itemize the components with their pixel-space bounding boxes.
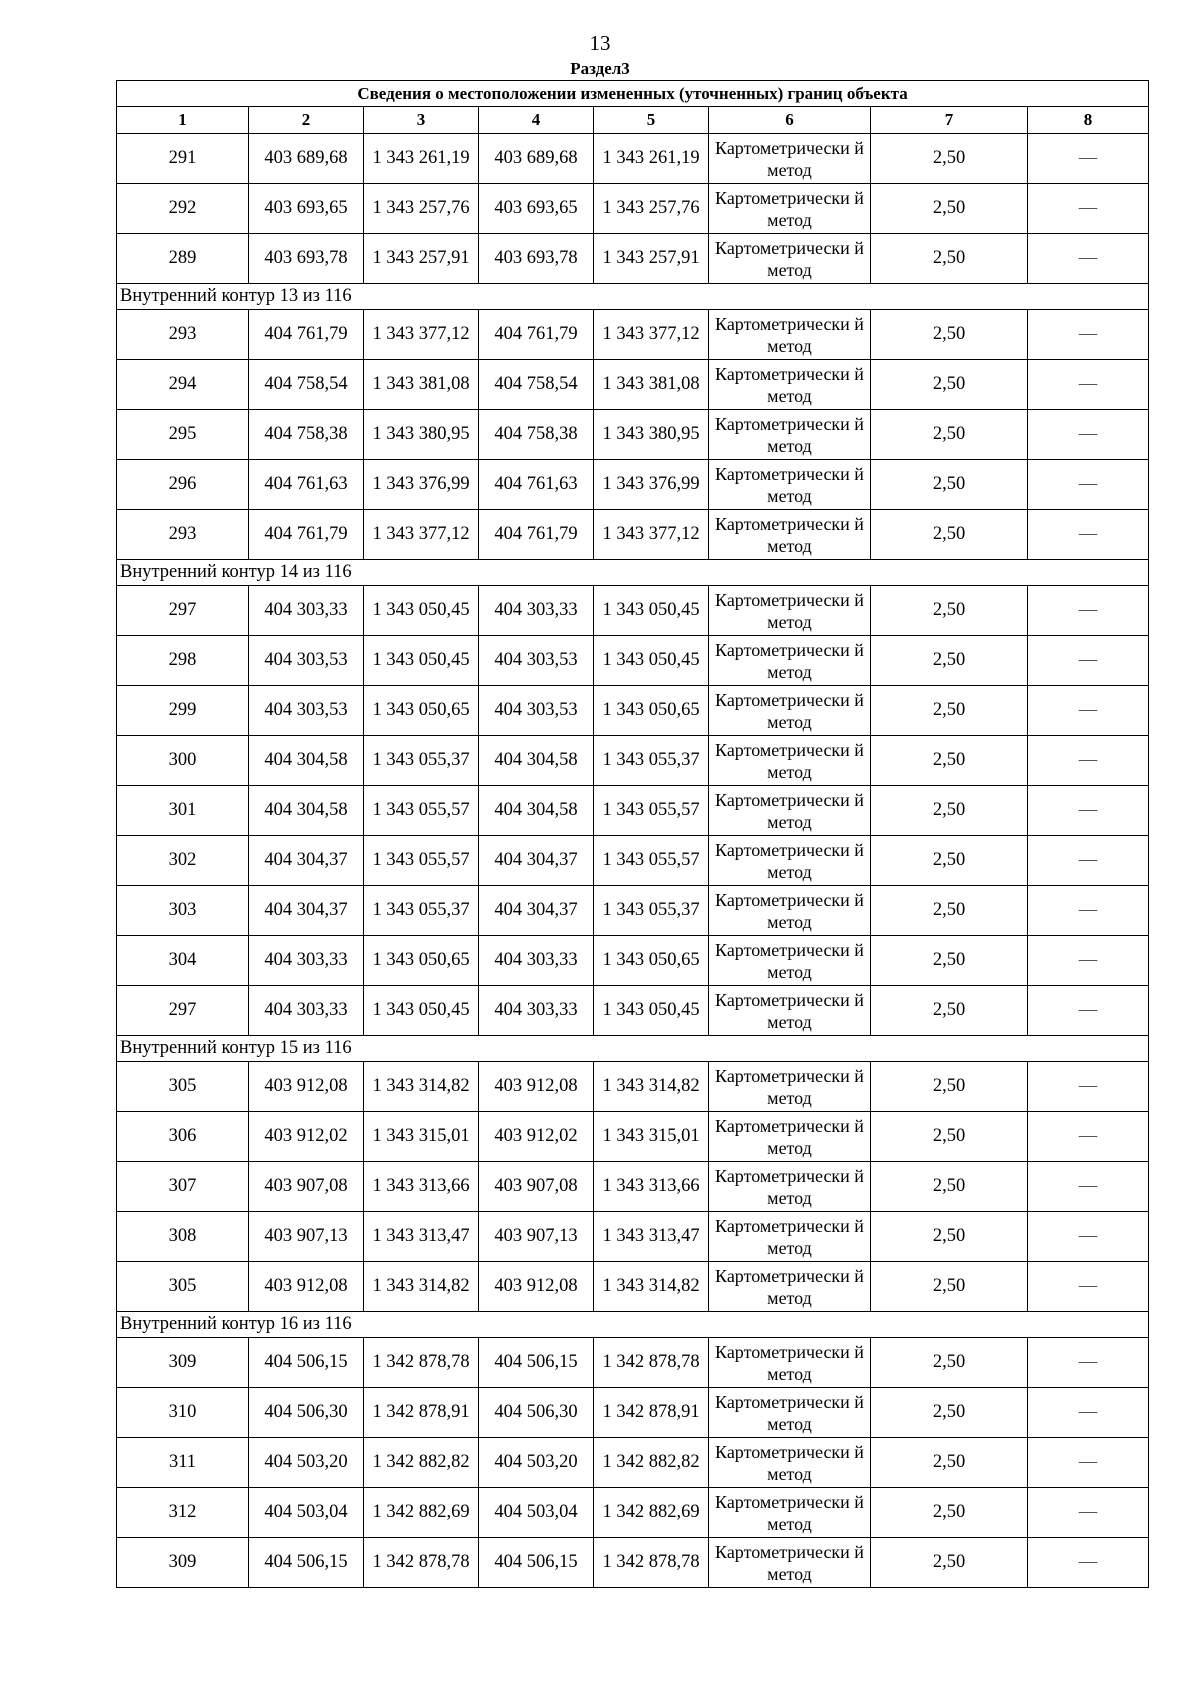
table-row bbox=[117, 936, 1149, 986]
x-new-cell: 403 907,08 bbox=[479, 1162, 594, 1212]
method-cell: Картометрически й метод bbox=[709, 936, 871, 986]
accuracy-cell: 2,50 bbox=[871, 1262, 1028, 1312]
note-cell: — bbox=[1028, 1212, 1149, 1262]
x-old-cell: 404 758,54 bbox=[249, 360, 364, 410]
method-cell: Картометрически й метод bbox=[709, 1212, 871, 1262]
x-new-cell: 403 689,68 bbox=[479, 134, 594, 184]
y-new-cell: 1 343 055,37 bbox=[594, 736, 709, 786]
x-new-cell: 404 304,58 bbox=[479, 736, 594, 786]
note-cell: — bbox=[1028, 1262, 1149, 1312]
x-old-cell: 403 907,08 bbox=[249, 1162, 364, 1212]
y-old-cell: 1 342 882,82 bbox=[364, 1438, 479, 1488]
table-row bbox=[117, 786, 1149, 836]
y-old-cell: 1 343 055,37 bbox=[364, 886, 479, 936]
point-number-cell: 305 bbox=[117, 1062, 249, 1112]
y-new-cell: 1 342 878,78 bbox=[594, 1538, 709, 1588]
section-title: Раздел3 bbox=[570, 59, 630, 78]
x-new-cell: 404 303,33 bbox=[479, 936, 594, 986]
x-new-cell: 404 506,15 bbox=[479, 1338, 594, 1388]
accuracy-cell: 2,50 bbox=[871, 410, 1028, 460]
note-cell: — bbox=[1028, 736, 1149, 786]
accuracy-cell: 2,50 bbox=[871, 736, 1028, 786]
accuracy-cell: 2,50 bbox=[871, 1112, 1028, 1162]
y-new-cell: 1 343 050,65 bbox=[594, 936, 709, 986]
y-new-cell: 1 343 376,99 bbox=[594, 460, 709, 510]
y-old-cell: 1 342 878,78 bbox=[364, 1338, 479, 1388]
y-new-cell: 1 343 313,47 bbox=[594, 1212, 709, 1262]
x-old-cell: 403 689,68 bbox=[249, 134, 364, 184]
x-new-cell: 404 304,37 bbox=[479, 836, 594, 886]
table-row bbox=[117, 686, 1149, 736]
method-cell: Картометрически й метод bbox=[709, 184, 871, 234]
table-row bbox=[117, 1262, 1149, 1312]
column-number: 4 bbox=[479, 107, 594, 134]
x-old-cell: 404 303,33 bbox=[249, 936, 364, 986]
y-new-cell: 1 342 878,91 bbox=[594, 1388, 709, 1438]
method-cell: Картометрически й метод bbox=[709, 786, 871, 836]
accuracy-cell: 2,50 bbox=[871, 836, 1028, 886]
accuracy-cell: 2,50 bbox=[871, 1538, 1028, 1588]
point-number-cell: 289 bbox=[117, 234, 249, 284]
y-new-cell: 1 343 055,37 bbox=[594, 886, 709, 936]
y-new-cell: 1 343 055,57 bbox=[594, 786, 709, 836]
table-row bbox=[117, 460, 1149, 510]
method-cell: Картометрически й метод bbox=[709, 134, 871, 184]
note-cell: — bbox=[1028, 636, 1149, 686]
note-cell: — bbox=[1028, 1488, 1149, 1538]
column-number-row bbox=[117, 107, 1149, 134]
note-cell: — bbox=[1028, 686, 1149, 736]
point-number-cell: 311 bbox=[117, 1438, 249, 1488]
point-number-cell: 305 bbox=[117, 1262, 249, 1312]
y-new-cell: 1 343 313,66 bbox=[594, 1162, 709, 1212]
accuracy-cell: 2,50 bbox=[871, 184, 1028, 234]
y-old-cell: 1 343 314,82 bbox=[364, 1262, 479, 1312]
method-cell: Картометрически й метод bbox=[709, 586, 871, 636]
point-number-cell: 310 bbox=[117, 1388, 249, 1438]
x-old-cell: 403 693,65 bbox=[249, 184, 364, 234]
table-row bbox=[117, 410, 1149, 460]
x-new-cell: 404 761,79 bbox=[479, 510, 594, 560]
y-old-cell: 1 343 313,66 bbox=[364, 1162, 479, 1212]
x-old-cell: 404 506,15 bbox=[249, 1538, 364, 1588]
table-row bbox=[117, 134, 1149, 184]
method-cell: Картометрически й метод bbox=[709, 1262, 871, 1312]
table-row bbox=[117, 1212, 1149, 1262]
note-cell: — bbox=[1028, 134, 1149, 184]
contour-heading-row bbox=[117, 1036, 1149, 1062]
x-old-cell: 404 304,58 bbox=[249, 736, 364, 786]
table-row bbox=[117, 1338, 1149, 1388]
x-old-cell: 404 304,37 bbox=[249, 886, 364, 936]
method-cell: Картометрически й метод bbox=[709, 1062, 871, 1112]
column-number: 2 bbox=[249, 107, 364, 134]
point-number-cell: 294 bbox=[117, 360, 249, 410]
note-cell: — bbox=[1028, 1438, 1149, 1488]
table-row bbox=[117, 986, 1149, 1036]
note-cell: — bbox=[1028, 460, 1149, 510]
y-old-cell: 1 342 878,91 bbox=[364, 1388, 479, 1438]
point-number-cell: 295 bbox=[117, 410, 249, 460]
accuracy-cell: 2,50 bbox=[871, 1338, 1028, 1388]
table-body bbox=[117, 134, 1149, 1588]
accuracy-cell: 2,50 bbox=[871, 1212, 1028, 1262]
y-old-cell: 1 343 314,82 bbox=[364, 1062, 479, 1112]
method-cell: Картометрически й метод bbox=[709, 836, 871, 886]
column-number: 3 bbox=[364, 107, 479, 134]
y-old-cell: 1 343 377,12 bbox=[364, 310, 479, 360]
y-old-cell: 1 343 050,45 bbox=[364, 986, 479, 1036]
method-cell: Картометрически й метод bbox=[709, 1438, 871, 1488]
accuracy-cell: 2,50 bbox=[871, 886, 1028, 936]
table-row bbox=[117, 736, 1149, 786]
contour-heading-row bbox=[117, 284, 1149, 310]
x-new-cell: 404 758,54 bbox=[479, 360, 594, 410]
y-new-cell: 1 343 257,76 bbox=[594, 184, 709, 234]
x-new-cell: 403 693,78 bbox=[479, 234, 594, 284]
y-old-cell: 1 343 313,47 bbox=[364, 1212, 479, 1262]
y-old-cell: 1 343 050,45 bbox=[364, 586, 479, 636]
method-cell: Картометрически й метод bbox=[709, 1338, 871, 1388]
note-cell: — bbox=[1028, 510, 1149, 560]
point-number-cell: 296 bbox=[117, 460, 249, 510]
table-row bbox=[117, 1162, 1149, 1212]
method-cell: Картометрически й метод bbox=[709, 736, 871, 786]
y-new-cell: 1 343 050,45 bbox=[594, 586, 709, 636]
accuracy-cell: 2,50 bbox=[871, 510, 1028, 560]
table-row bbox=[117, 234, 1149, 284]
y-old-cell: 1 343 055,57 bbox=[364, 786, 479, 836]
x-old-cell: 403 912,08 bbox=[249, 1262, 364, 1312]
point-number-cell: 306 bbox=[117, 1112, 249, 1162]
x-old-cell: 404 303,33 bbox=[249, 586, 364, 636]
y-old-cell: 1 343 050,65 bbox=[364, 686, 479, 736]
x-new-cell: 404 303,33 bbox=[479, 986, 594, 1036]
accuracy-cell: 2,50 bbox=[871, 986, 1028, 1036]
point-number-cell: 303 bbox=[117, 886, 249, 936]
note-cell: — bbox=[1028, 1112, 1149, 1162]
x-new-cell: 404 503,04 bbox=[479, 1488, 594, 1538]
y-old-cell: 1 343 050,65 bbox=[364, 936, 479, 986]
y-old-cell: 1 343 381,08 bbox=[364, 360, 479, 410]
method-cell: Картометрически й метод bbox=[709, 886, 871, 936]
column-number: 6 bbox=[709, 107, 871, 134]
accuracy-cell: 2,50 bbox=[871, 936, 1028, 986]
note-cell: — bbox=[1028, 836, 1149, 886]
x-new-cell: 404 761,63 bbox=[479, 460, 594, 510]
y-new-cell: 1 343 050,45 bbox=[594, 636, 709, 686]
accuracy-cell: 2,50 bbox=[871, 636, 1028, 686]
note-cell: — bbox=[1028, 1538, 1149, 1588]
y-new-cell: 1 343 261,19 bbox=[594, 134, 709, 184]
accuracy-cell: 2,50 bbox=[871, 460, 1028, 510]
x-old-cell: 404 503,20 bbox=[249, 1438, 364, 1488]
y-new-cell: 1 343 314,82 bbox=[594, 1262, 709, 1312]
contour-label: Внутренний контур 16 из 116 bbox=[117, 1312, 1149, 1338]
y-old-cell: 1 342 878,78 bbox=[364, 1538, 479, 1588]
accuracy-cell: 2,50 bbox=[871, 1438, 1028, 1488]
accuracy-cell: 2,50 bbox=[871, 1388, 1028, 1438]
note-cell: — bbox=[1028, 360, 1149, 410]
y-old-cell: 1 343 055,57 bbox=[364, 836, 479, 886]
contour-label: Внутренний контур 13 из 116 bbox=[117, 284, 1149, 310]
table-row bbox=[117, 586, 1149, 636]
table-row bbox=[117, 1538, 1149, 1588]
x-old-cell: 404 303,53 bbox=[249, 636, 364, 686]
x-old-cell: 403 912,08 bbox=[249, 1062, 364, 1112]
y-old-cell: 1 343 257,76 bbox=[364, 184, 479, 234]
column-number: 8 bbox=[1028, 107, 1149, 134]
accuracy-cell: 2,50 bbox=[871, 1062, 1028, 1112]
x-new-cell: 404 304,58 bbox=[479, 786, 594, 836]
table-row bbox=[117, 310, 1149, 360]
method-cell: Картометрически й метод bbox=[709, 1162, 871, 1212]
y-new-cell: 1 343 050,45 bbox=[594, 986, 709, 1036]
x-new-cell: 404 303,53 bbox=[479, 686, 594, 736]
y-old-cell: 1 343 055,37 bbox=[364, 736, 479, 786]
x-new-cell: 404 761,79 bbox=[479, 310, 594, 360]
contour-heading-row bbox=[117, 1312, 1149, 1338]
table-row bbox=[117, 1062, 1149, 1112]
column-number: 1 bbox=[117, 107, 249, 134]
x-old-cell: 403 907,13 bbox=[249, 1212, 364, 1262]
method-cell: Картометрически й метод bbox=[709, 310, 871, 360]
y-old-cell: 1 343 257,91 bbox=[364, 234, 479, 284]
contour-label: Внутренний контур 14 из 116 bbox=[117, 560, 1149, 586]
y-new-cell: 1 343 314,82 bbox=[594, 1062, 709, 1112]
x-new-cell: 404 303,33 bbox=[479, 586, 594, 636]
note-cell: — bbox=[1028, 410, 1149, 460]
x-old-cell: 403 912,02 bbox=[249, 1112, 364, 1162]
table-row bbox=[117, 510, 1149, 560]
point-number-cell: 291 bbox=[117, 134, 249, 184]
note-cell: — bbox=[1028, 1388, 1149, 1438]
y-old-cell: 1 343 261,19 bbox=[364, 134, 479, 184]
x-old-cell: 404 761,79 bbox=[249, 510, 364, 560]
x-old-cell: 404 303,53 bbox=[249, 686, 364, 736]
note-cell: — bbox=[1028, 986, 1149, 1036]
column-number: 5 bbox=[594, 107, 709, 134]
method-cell: Картометрически й метод bbox=[709, 1538, 871, 1588]
x-old-cell: 404 304,58 bbox=[249, 786, 364, 836]
point-number-cell: 300 bbox=[117, 736, 249, 786]
y-new-cell: 1 342 878,78 bbox=[594, 1338, 709, 1388]
y-old-cell: 1 343 050,45 bbox=[364, 636, 479, 686]
method-cell: Картометрически й метод bbox=[709, 234, 871, 284]
point-number-cell: 293 bbox=[117, 510, 249, 560]
note-cell: — bbox=[1028, 786, 1149, 836]
method-cell: Картометрически й метод bbox=[709, 360, 871, 410]
x-old-cell: 404 506,30 bbox=[249, 1388, 364, 1438]
contour-heading-row bbox=[117, 560, 1149, 586]
y-old-cell: 1 342 882,69 bbox=[364, 1488, 479, 1538]
point-number-cell: 298 bbox=[117, 636, 249, 686]
point-number-cell: 292 bbox=[117, 184, 249, 234]
accuracy-cell: 2,50 bbox=[871, 234, 1028, 284]
point-number-cell: 304 bbox=[117, 936, 249, 986]
y-new-cell: 1 343 380,95 bbox=[594, 410, 709, 460]
x-old-cell: 404 761,63 bbox=[249, 460, 364, 510]
y-new-cell: 1 343 055,57 bbox=[594, 836, 709, 886]
point-number-cell: 299 bbox=[117, 686, 249, 736]
point-number-cell: 309 bbox=[117, 1538, 249, 1588]
x-old-cell: 403 693,78 bbox=[249, 234, 364, 284]
note-cell: — bbox=[1028, 310, 1149, 360]
table-caption: Сведения о местоположении измененных (уточненных) границ объекта bbox=[117, 81, 1149, 107]
point-number-cell: 312 bbox=[117, 1488, 249, 1538]
x-old-cell: 404 304,37 bbox=[249, 836, 364, 886]
accuracy-cell: 2,50 bbox=[871, 1488, 1028, 1538]
y-new-cell: 1 343 381,08 bbox=[594, 360, 709, 410]
method-cell: Картометрически й метод bbox=[709, 986, 871, 1036]
method-cell: Картометрически й метод bbox=[709, 686, 871, 736]
note-cell: — bbox=[1028, 886, 1149, 936]
note-cell: — bbox=[1028, 586, 1149, 636]
note-cell: — bbox=[1028, 1062, 1149, 1112]
point-number-cell: 301 bbox=[117, 786, 249, 836]
table-row bbox=[117, 1488, 1149, 1538]
x-old-cell: 404 761,79 bbox=[249, 310, 364, 360]
note-cell: — bbox=[1028, 1162, 1149, 1212]
y-old-cell: 1 343 315,01 bbox=[364, 1112, 479, 1162]
y-new-cell: 1 343 377,12 bbox=[594, 310, 709, 360]
coordinates-table bbox=[116, 80, 1149, 1588]
x-old-cell: 404 503,04 bbox=[249, 1488, 364, 1538]
method-cell: Картометрически й метод bbox=[709, 460, 871, 510]
point-number-cell: 297 bbox=[117, 986, 249, 1036]
x-new-cell: 404 503,20 bbox=[479, 1438, 594, 1488]
table-row bbox=[117, 636, 1149, 686]
table-row bbox=[117, 360, 1149, 410]
accuracy-cell: 2,50 bbox=[871, 310, 1028, 360]
x-new-cell: 403 912,08 bbox=[479, 1062, 594, 1112]
x-new-cell: 404 506,15 bbox=[479, 1538, 594, 1588]
x-new-cell: 404 506,30 bbox=[479, 1388, 594, 1438]
x-old-cell: 404 758,38 bbox=[249, 410, 364, 460]
y-old-cell: 1 343 380,95 bbox=[364, 410, 479, 460]
point-number-cell: 307 bbox=[117, 1162, 249, 1212]
method-cell: Картометрически й метод bbox=[709, 510, 871, 560]
note-cell: — bbox=[1028, 234, 1149, 284]
note-cell: — bbox=[1028, 1338, 1149, 1388]
y-new-cell: 1 343 315,01 bbox=[594, 1112, 709, 1162]
method-cell: Картометрически й метод bbox=[709, 1388, 871, 1438]
method-cell: Картометрически й метод bbox=[709, 410, 871, 460]
table-row bbox=[117, 1438, 1149, 1488]
x-new-cell: 403 912,02 bbox=[479, 1112, 594, 1162]
y-old-cell: 1 343 377,12 bbox=[364, 510, 479, 560]
y-new-cell: 1 342 882,82 bbox=[594, 1438, 709, 1488]
accuracy-cell: 2,50 bbox=[871, 360, 1028, 410]
point-number-cell: 308 bbox=[117, 1212, 249, 1262]
table-row bbox=[117, 886, 1149, 936]
y-new-cell: 1 343 050,65 bbox=[594, 686, 709, 736]
x-new-cell: 403 907,13 bbox=[479, 1212, 594, 1262]
x-new-cell: 404 303,53 bbox=[479, 636, 594, 686]
y-new-cell: 1 343 377,12 bbox=[594, 510, 709, 560]
accuracy-cell: 2,50 bbox=[871, 1162, 1028, 1212]
x-new-cell: 404 304,37 bbox=[479, 886, 594, 936]
x-old-cell: 404 303,33 bbox=[249, 986, 364, 1036]
x-new-cell: 403 912,08 bbox=[479, 1262, 594, 1312]
page-number: 13 bbox=[589, 31, 611, 55]
y-old-cell: 1 343 376,99 bbox=[364, 460, 479, 510]
x-new-cell: 404 758,38 bbox=[479, 410, 594, 460]
method-cell: Картометрически й метод bbox=[709, 636, 871, 686]
point-number-cell: 297 bbox=[117, 586, 249, 636]
x-new-cell: 403 693,65 bbox=[479, 184, 594, 234]
table-row bbox=[117, 1388, 1149, 1438]
contour-label: Внутренний контур 15 из 116 bbox=[117, 1036, 1149, 1062]
point-number-cell: 302 bbox=[117, 836, 249, 886]
accuracy-cell: 2,50 bbox=[871, 786, 1028, 836]
table-row bbox=[117, 184, 1149, 234]
accuracy-cell: 2,50 bbox=[871, 586, 1028, 636]
column-number: 7 bbox=[871, 107, 1028, 134]
table-row bbox=[117, 1112, 1149, 1162]
accuracy-cell: 2,50 bbox=[871, 686, 1028, 736]
point-number-cell: 309 bbox=[117, 1338, 249, 1388]
method-cell: Картометрически й метод bbox=[709, 1112, 871, 1162]
x-old-cell: 404 506,15 bbox=[249, 1338, 364, 1388]
method-cell: Картометрически й метод bbox=[709, 1488, 871, 1538]
point-number-cell: 293 bbox=[117, 310, 249, 360]
note-cell: — bbox=[1028, 936, 1149, 986]
accuracy-cell: 2,50 bbox=[871, 134, 1028, 184]
y-new-cell: 1 343 257,91 bbox=[594, 234, 709, 284]
note-cell: — bbox=[1028, 184, 1149, 234]
y-new-cell: 1 342 882,69 bbox=[594, 1488, 709, 1538]
table-row bbox=[117, 836, 1149, 886]
